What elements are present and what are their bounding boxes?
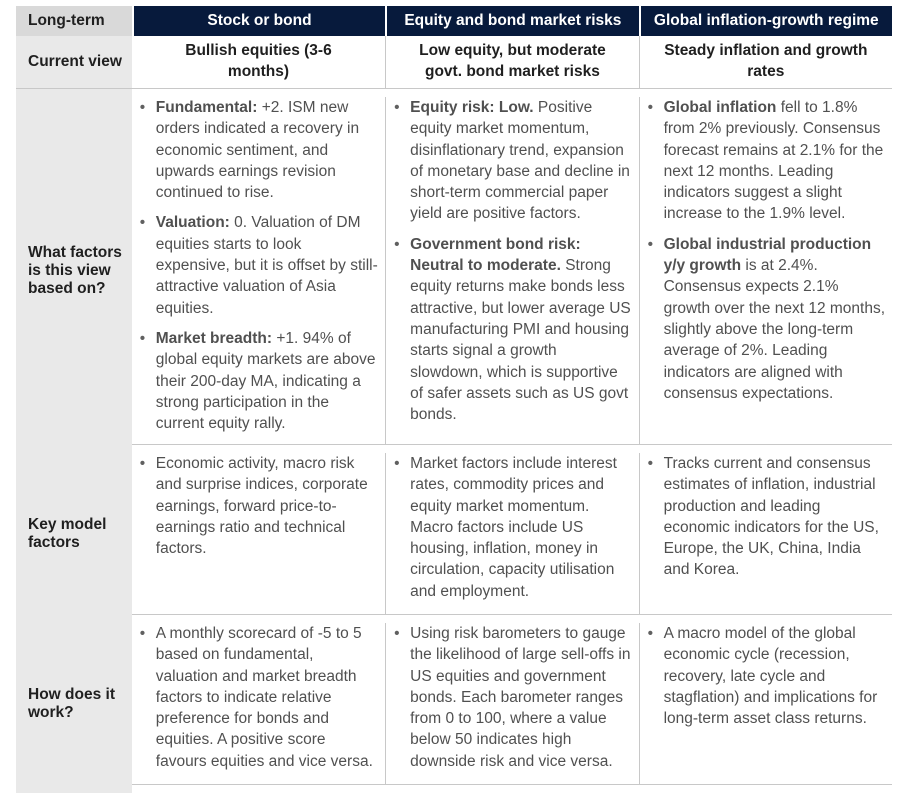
bullet-list — [132, 97, 385, 434]
bullet-heading: Market breadth: — [155, 329, 273, 347]
factors-stock-or-bond — [132, 97, 385, 444]
current-view-row — [16, 36, 892, 89]
bullet-item — [132, 212, 385, 318]
bullet-text: 0. Valuation of DM equities starts to look expensive, but it is offset by still-attractive valuation of Asia equities. — [155, 214, 378, 317]
factors-inflation-growth — [639, 97, 892, 444]
bullet-list — [386, 623, 638, 772]
bullet-text: Economic activity, macro risk and surprise indices, corporate earnings, forward price-to-earnings ratio and technical factors. — [155, 455, 368, 558]
model-factors-market-risks — [385, 453, 638, 614]
bullet-item — [640, 97, 892, 225]
how-it-works-label: How does it work? — [16, 615, 132, 793]
bullet-text: +1. 94% of global equity markets are above their 200-day MA, indicating a strong participation in the current equity rally. — [155, 329, 376, 433]
bullet-item — [386, 623, 638, 772]
bullet-list — [132, 453, 385, 559]
bullet-item — [640, 623, 892, 729]
factors-market-risks — [385, 97, 638, 444]
bullet-text: A monthly scorecard of -5 to 5 based on fundamental, valuation and market breadth factors to indicate relative preference for bonds and equities. A positive score favours equities and vice versa. — [155, 625, 373, 770]
bullet-item — [386, 234, 638, 426]
bullet-text: Tracks current and consensus estimates of inflation, industrial production and leading economic indicators for the US, Europe, the UK, China, India and Korea. — [663, 455, 879, 579]
factors-label: What factors is this view based on? — [16, 89, 132, 453]
current-view-market-risks: Low equity, but moderate govt. bond market risks — [385, 36, 638, 88]
bullet-item — [132, 623, 385, 772]
factors-row — [16, 89, 892, 445]
bullet-item — [640, 234, 892, 404]
header-row — [16, 6, 892, 36]
bullet-text: Using risk barometers to gauge the likelihood of large sell-offs in US equities and government bonds. Each barometer ranges from 0 to 100, where a value below 50 indicates high downside risk and vice versa. — [410, 625, 631, 770]
bullet-item — [386, 453, 638, 602]
model-factors-label: Key model factors — [16, 445, 132, 623]
model-factors-stock-or-bond — [132, 453, 385, 614]
bullet-heading: Global inflation — [663, 99, 777, 116]
bullet-text: Strong equity returns make bonds less attractive, but lower average US manufacturing PMI and housing starts signal a growth slowdown, which is supportive of safer assets such as US govt bonds. — [410, 257, 631, 424]
bullet-list — [132, 623, 385, 772]
model-factors-row — [16, 445, 892, 615]
bullet-list — [640, 453, 892, 581]
current-view-stock-or-bond: Bullish equities (3-6 months) — [185, 42, 332, 80]
model-factors-inflation-growth — [639, 453, 892, 614]
column-header-market-risks: Equity and bond market risks — [387, 6, 638, 36]
bullet-item — [132, 453, 385, 559]
bullet-heading: Valuation: — [155, 214, 230, 232]
bullet-heading: Global industrial production y/y growth — [663, 235, 872, 275]
bullet-list — [640, 623, 892, 729]
how-it-works-row — [16, 615, 892, 785]
bullet-text: Market factors include interest rates, commodity prices and equity market momentum. Macro factors include US housing, inflation, money in circulation, capacity utilisation and employment. — [410, 455, 617, 600]
column-header-stock-or-bond: Stock or bond — [134, 6, 385, 36]
outlook-table — [16, 6, 892, 785]
bullet-item — [132, 97, 385, 203]
bullet-list — [386, 97, 638, 425]
bullet-heading: Government bond risk: Neutral to moderate. — [410, 235, 581, 275]
bullet-text: Positive equity market momentum, disinflationary trend, expansion of monetary base and decline in short-term commercial paper yield are positive factors. — [410, 99, 630, 223]
bullet-item — [386, 97, 638, 225]
bullet-list — [640, 97, 892, 404]
how-it-works-stock-or-bond — [132, 623, 385, 784]
bullet-heading: Equity risk: Low. — [410, 99, 534, 116]
bullet-text: +2. ISM new orders indicated a recovery in economic sentiment, and upwards earnings revision continued to rise. — [155, 99, 360, 202]
how-it-works-market-risks — [385, 623, 638, 784]
current-view-label: Current view — [16, 36, 132, 88]
bullet-text: A macro model of the global economic cycle (recession, recovery, late cycle and stagflation) and implications for long-term asset class returns. — [663, 625, 878, 728]
bullet-heading: Fundamental: — [155, 99, 258, 116]
bullet-list — [386, 453, 638, 602]
bullet-item — [640, 453, 892, 581]
how-it-works-inflation-growth — [639, 623, 892, 784]
header-label: Long-term — [16, 6, 132, 36]
bullet-text: fell to 1.8% from 2% previously. Consensus forecast remains at 2.1% for the next 12 months. Leading indicators suggest a slight increase to the 1.9% level. — [663, 99, 884, 223]
bullet-item — [132, 328, 385, 434]
current-view-inflation-growth: Steady inflation and growth rates — [639, 36, 892, 88]
column-header-inflation-growth: Global inflation-growth regime — [641, 6, 892, 36]
bullet-text: is at 2.4%. Consensus expects 2.1% growth over the next 12 months, slightly above the long-term average of 2%. Leading indicators are aligned with consensus expectations. — [663, 257, 886, 402]
